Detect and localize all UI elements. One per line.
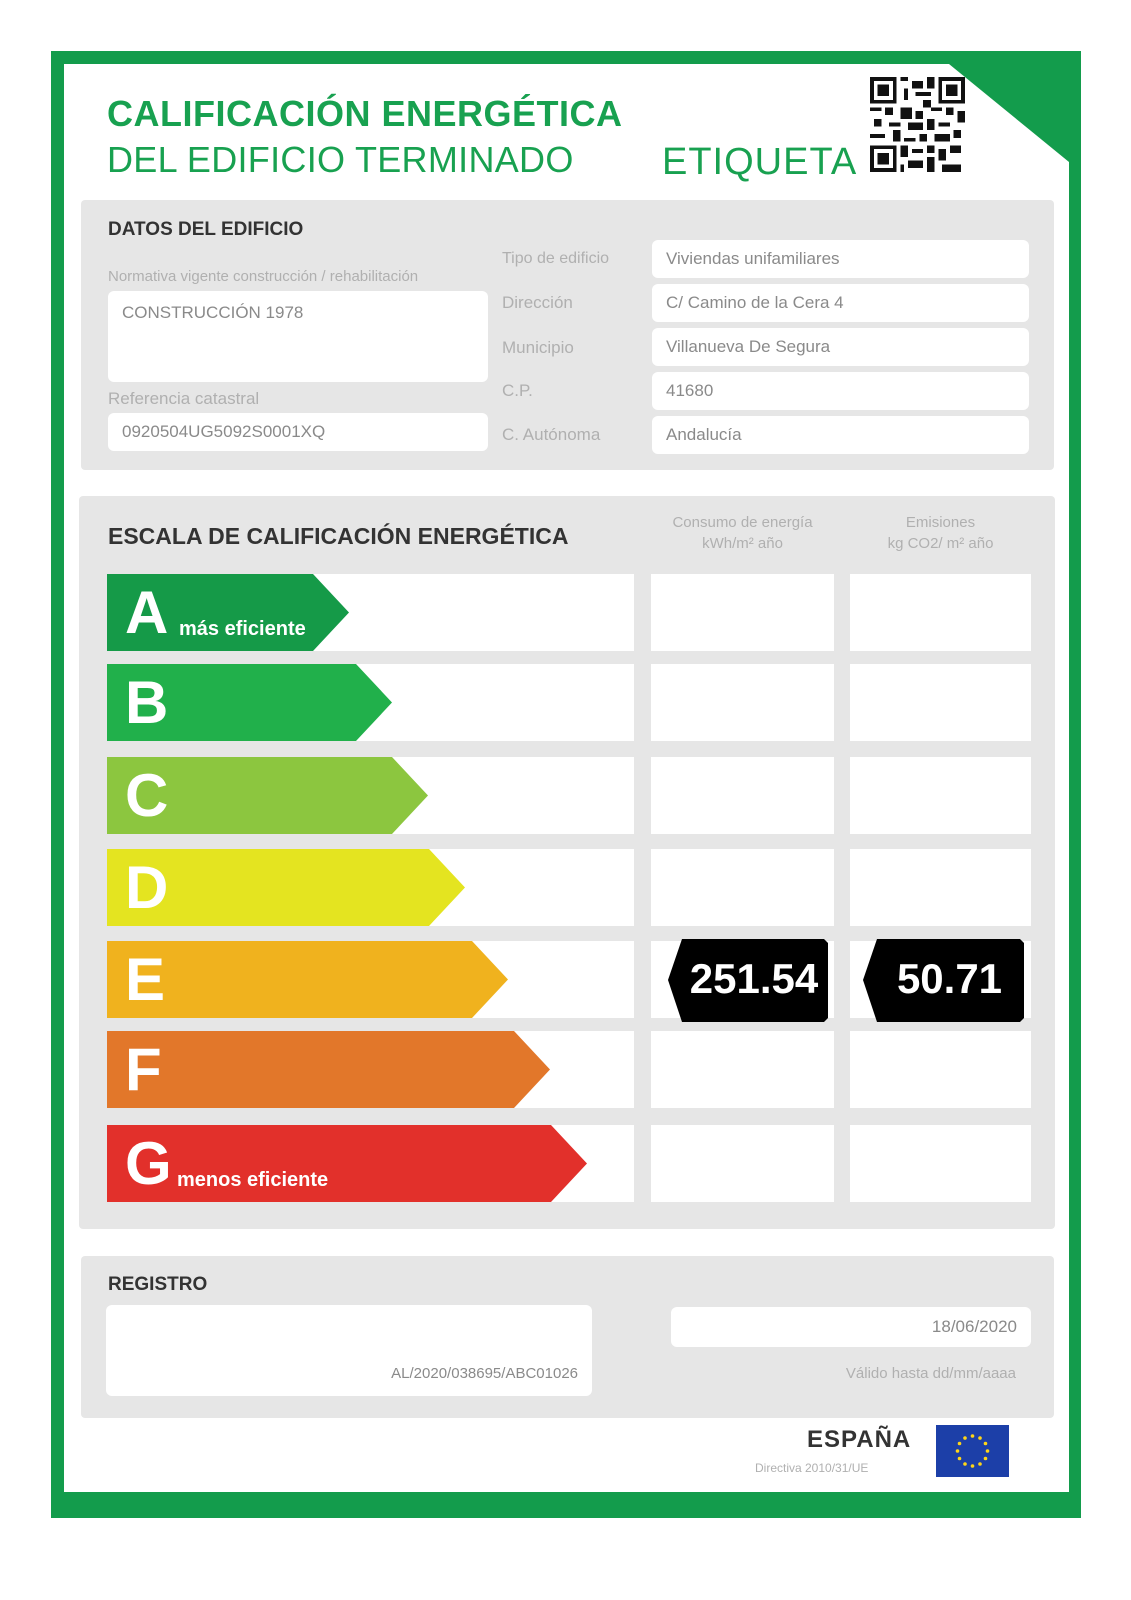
qr-code-icon [870, 77, 965, 172]
consumo-cell-a [651, 574, 834, 651]
consumo-cell-b [651, 664, 834, 741]
municipio-label: Municipio [502, 338, 574, 357]
consumo-cell-f [651, 1031, 834, 1108]
consumo-cell-g [651, 1125, 834, 1202]
datos-heading: DATOS DEL EDIFICIO [108, 219, 304, 240]
title-etiqueta: ETIQUETA [662, 141, 858, 183]
rating-letter-g: G [125, 1130, 172, 1197]
rating-letter-d: D [125, 854, 169, 921]
registro-date: 18/06/2020 [671, 1307, 1031, 1347]
cp-label: C.P. [502, 381, 533, 400]
title-edificio-terminado: DEL EDIFICIO TERMINADO [107, 139, 574, 180]
country-label: ESPAÑA [807, 1426, 912, 1453]
emisiones-cell-g [850, 1125, 1031, 1202]
rating-letter-a: A [125, 579, 169, 646]
emisiones-value-arrow-text: 50.71 [896, 955, 1003, 1002]
emisiones-header-2: kg CO2/ m² año [887, 535, 994, 552]
rating-letter-f: F [125, 1036, 162, 1103]
municipio-value: Villanueva De Segura [652, 328, 1029, 366]
rating-letter-c: C [125, 762, 169, 829]
referencia-value: 0920504UG5092S0001XQ [108, 413, 488, 451]
directive-label: Directiva 2010/31/UE [755, 1461, 869, 1475]
emisiones-value-arrow [863, 939, 1024, 1022]
referencia-label: Referencia catastral [108, 389, 260, 408]
consumo-value-arrow-text: 251.54 [689, 955, 819, 1002]
rating-bar-e [107, 941, 508, 1018]
autonomia-label: C. Autónoma [502, 425, 601, 444]
rating-bar-f [107, 1031, 550, 1108]
rating-bar-g [107, 1125, 587, 1202]
registro-number: AL/2020/038695/ABC01026 [106, 1305, 592, 1396]
cp-value: 41680 [652, 372, 1029, 410]
direccion-label: Dirección [502, 293, 573, 312]
escala-heading: ESCALA DE CALIFICACIÓN ENERGÉTICA [108, 523, 569, 549]
rating-bar-a [107, 574, 349, 651]
emisiones-cell-a [850, 574, 1031, 651]
consumo-cell-d [651, 849, 834, 926]
emisiones-header-1: Emisiones [905, 514, 976, 531]
consumo-header-1: Consumo de energía [672, 514, 813, 531]
rating-letter-e: E [125, 946, 166, 1013]
consumo-value-arrow [668, 939, 828, 1022]
rating-sub-g: menos eficiente [177, 1169, 329, 1191]
rating-bar-b [107, 664, 392, 741]
direccion-value: C/ Camino de la Cera 4 [652, 284, 1029, 322]
rating-bar-c [107, 757, 428, 834]
eu-flag-icon [936, 1425, 1009, 1477]
emisiones-cell-d [850, 849, 1031, 926]
normativa-value: CONSTRUCCIÓN 1978 [108, 291, 488, 382]
consumo-cell-c [651, 757, 834, 834]
tipo-label: Tipo de edificio [502, 250, 610, 267]
emisiones-cell-c [850, 757, 1031, 834]
normativa-label: Normativa vigente construcción / rehabilitación [108, 268, 419, 285]
emisiones-cell-f [850, 1031, 1031, 1108]
emisiones-cell-b [850, 664, 1031, 741]
rating-bar-d [107, 849, 465, 926]
consumo-header-2: kWh/m² año [702, 535, 783, 552]
title-calificacion: CALIFICACIÓN ENERGÉTICA [107, 93, 623, 134]
registro-heading: REGISTRO [108, 1274, 208, 1295]
autonomia-value: Andalucía [652, 416, 1029, 454]
tipo-value: Viviendas unifamiliares [652, 240, 1029, 278]
rating-letter-b: B [125, 669, 169, 736]
rating-sub-a: más eficiente [179, 618, 306, 640]
validity-label: Válido hasta dd/mm/aaaa [845, 1365, 1016, 1382]
